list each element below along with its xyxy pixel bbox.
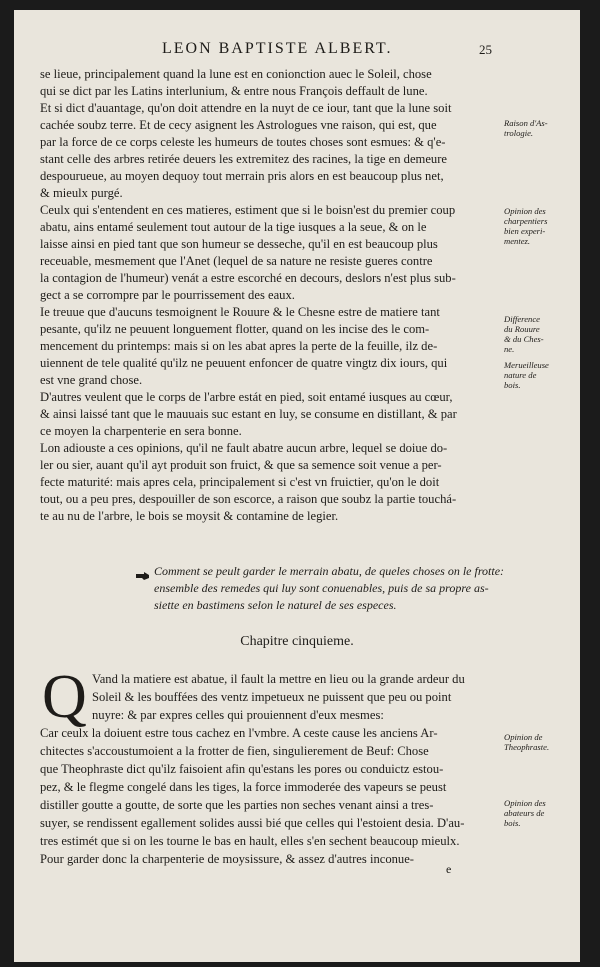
text-line: stant celle des arbres retirée deuers les extremitez des racines, la tige en demeure: [40, 152, 447, 166]
summary-line: Comment se peult garder le merrain abatu, de queles choses on le frotte:: [154, 564, 505, 578]
text-line: pez, & le flegme congelé dans les tiges, la force immoderée des vapeurs se peust: [40, 780, 447, 794]
text-line: abatu, ains entamé seulement tout autour de la tige iusques a la seue, & on le: [40, 220, 427, 234]
running-head: [14, 40, 580, 60]
text-line: par la force de ce corps celeste les humeurs de toutes choses sont esmues: & q'e-: [40, 135, 446, 149]
text-line: pesante, qu'ilz ne peuuent longuement flotter, quand on les incise des le com-: [40, 322, 430, 336]
text-line: gect a se corrompre par le pourrissement des eaux.: [40, 288, 295, 302]
text-line: Car ceulx la doiuent estre tous cachez en l'vmbre. A ceste cause les anciens Ar-: [40, 726, 438, 740]
text-line: ler ou sier, auant qu'il ayt produit son fruict, & que sa semence soit venue a per-: [40, 458, 442, 472]
text-line: Lon adiouste a ces opinions, qu'il ne fault abatre aucun arbre, lequel se doiue do-: [40, 441, 448, 455]
page-number: 25: [479, 42, 492, 57]
margin-note-line: bien experi-: [504, 226, 546, 236]
text-line: Ceulx qui s'entendent en ces matieres, estiment que si le boisn'est du premier coup: [40, 203, 456, 217]
margin-note-line: charpentiers: [504, 216, 548, 226]
margin-note-astrology: [504, 118, 548, 138]
text-line: uiennent de tele qualité qu'ilz ne peuuent enfoncer de quatre vingtz dix iours, qui: [40, 356, 448, 370]
book-page: [14, 10, 580, 962]
margin-note-line: Opinion de: [504, 732, 543, 742]
margin-note-line: Difference: [504, 314, 540, 324]
text-line: & ainsi laissé tant que le mauuais suc estant en luy, se consume en distillant, & par: [40, 407, 457, 421]
signature-mark: e: [446, 862, 452, 876]
text-line: te au nu de l'arbre, le bois se moysit & contamine de legier.: [40, 509, 339, 523]
margin-note-line: trologie.: [504, 128, 534, 138]
text-line: Ie treuue que d'aucuns tesmoignent le Rouure & le Chesne estre de matiere tant: [40, 305, 440, 319]
margin-note-line: & du Ches-: [504, 334, 544, 344]
margin-note-line: Opinion des: [504, 206, 546, 216]
text-line: distiller goutte a goutte, de sorte que les parties non seches venant ainsi a tres-: [40, 798, 434, 812]
drop-cap: Q: [42, 663, 87, 731]
text-line: suyer, se rendissent egallement solides aussi bié que celles qui l'estoient desia. D'au-: [40, 816, 465, 830]
summary-line: siette en bastimens selon le naturel de ses especes.: [154, 598, 397, 612]
margin-note-carpenters: [504, 206, 547, 246]
text-line: Vand la matiere est abatue, il fault la mettre en lieu ou la grande ardeur du: [92, 672, 465, 686]
text-line: se lieue, principalement quand la lune est en conionction auec le Soleil, chose: [40, 67, 432, 81]
chapter-title: Chapitre cinquieme.: [240, 634, 354, 649]
text-line: D'autres veulent que le corps de l'arbre estát en pied, soit entamé iusques au cœur,: [40, 390, 453, 404]
text-line: qui se dict par les Latins interlunium, & entre nous François deffault de lune.: [40, 84, 428, 98]
text-line: receuable, mesmement que l'Anet (lequel de sa nature ne resiste gueres contre: [40, 254, 433, 268]
text-line: la contagion de l'humeur) venát a estre escorché en decours, deslors n'est plus sub-: [40, 271, 456, 285]
text-line: laisse ainsi en pied tant que son humeur se desseche, qu'il en est beaucoup plus: [40, 237, 438, 251]
text-line: que Theophraste dict qu'ilz faisoient afin qu'estans les pores ou conduictz estou-: [40, 762, 444, 776]
summary-line: ensemble des remedes qui luy sont conuenables, puis de sa propre as-: [154, 581, 489, 595]
margin-note-line: du Rouure: [504, 324, 540, 334]
text-line: tout, ou a peu pres, despouiller de son escorce, a raison que soubz la partie touchá-: [40, 492, 457, 506]
margin-note-wood-nature: [504, 360, 549, 390]
text-line: ce moyen la charpenterie en sera bonne.: [40, 424, 242, 438]
text-line: & mieulx purgé.: [40, 186, 123, 200]
margin-note-line: Opinion des: [504, 798, 546, 808]
text-line: despourueue, au moyen dequoy tout merrain pris alors en est beaucoup plus net,: [40, 169, 444, 183]
text-line: mencement du printemps: mais si on les abat apres la perte de la feuille, ilz de-: [40, 339, 438, 353]
manicule-icon: [136, 571, 150, 581]
margin-note-line: nature de: [504, 370, 537, 380]
margin-note-line: bois.: [504, 380, 521, 390]
text-line: fecte maturité: mais apres cela, principalement si c'est vn fruictier, qu'on le doit: [40, 475, 440, 489]
running-title: LEON BAPTISTE ALBERT.: [162, 40, 393, 57]
margin-note-line: Theophraste.: [504, 742, 550, 752]
text-line: tres estimét que si on les tourne le bas en hault, elles s'en sechent beaucoup mieulx.: [40, 834, 460, 848]
text-line: chitectes s'accoustumoient a la frotter de fien, singulierement de Beuf: Chose: [40, 744, 429, 758]
text-line: Pour garder donc la charpenterie de moysissure, & assez d'autres inconue-: [40, 852, 414, 866]
text-line: est vne grand chose.: [40, 373, 143, 387]
margin-note-line: ne.: [504, 344, 515, 354]
margin-note-line: bois.: [504, 818, 521, 828]
margin-note-line: mentez.: [504, 236, 531, 246]
text-line: Et si dict d'auantage, qu'on doit attendre en la nuyt de ce iour, tant que la lune soit: [40, 101, 452, 115]
text-line: cachée soubz terre. Et de cecy asignent les Astrologues vne raison, qui est, que: [40, 118, 437, 132]
margin-note-line: Raison d'As-: [504, 118, 548, 128]
margin-note-line: abateurs de: [504, 808, 545, 818]
margin-note-line: Merueilleuse: [504, 360, 549, 370]
text-line: nuyre: & par expres celles qui prouiennent d'eux mesmes:: [92, 708, 384, 722]
margin-note-oak-difference: [504, 314, 544, 354]
text-line: Soleil & les bouffées des ventz impetueux ne puissent que peu ou point: [92, 690, 452, 704]
